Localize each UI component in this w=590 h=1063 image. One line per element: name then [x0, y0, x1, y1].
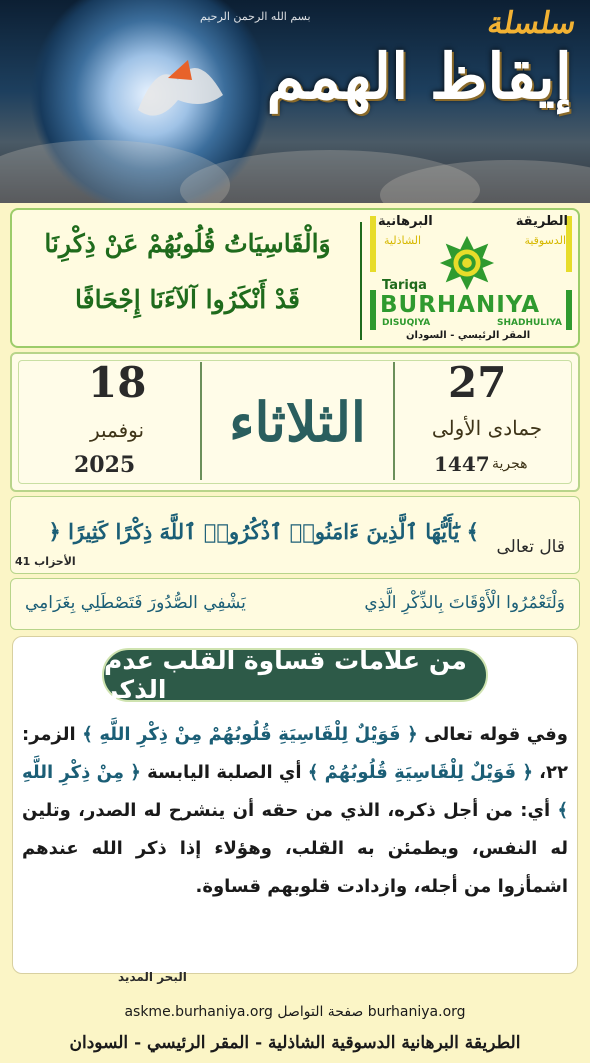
hijri-day: 27 — [448, 358, 507, 407]
gregorian-day: 18 — [88, 358, 147, 407]
logo-burhaniya-ar: البرهانية — [378, 214, 433, 229]
top-verse-line1: وَالْقَاسِيَاتُ قُلُوبُهُمْ عَنْ ذِكْرِنَا — [44, 229, 331, 258]
article-text: الزمر: ٢٢، — [22, 724, 568, 783]
divider — [360, 222, 362, 340]
page-title: إيقاظ الهمم — [266, 40, 572, 113]
article-text: أي: من أجل ذكره، الذي من حقه أن ينشرح له الصدر، وتلين له النفس، ويطمئن به القلب، وهؤلاء إذا ذكر الله عندهم اشمأزوا من أجله، وازدادت قلوبهم قساوة. — [22, 800, 568, 897]
logo-burhaniya-en: BURHANIYA — [380, 292, 541, 318]
logo-shadhuliya-en: SHADHULIYA — [497, 318, 562, 328]
octagram-emblem-icon — [438, 234, 496, 292]
article-body — [22, 716, 568, 906]
footer-contact: askme.burhaniya.org صفحة التواصل burhaniya.org — [124, 1004, 466, 1020]
logo-bar — [370, 290, 376, 330]
hijri-year: 1447 — [434, 452, 490, 476]
series-label: سلسلة — [485, 6, 580, 41]
logo-disuqiya-en: DISUQIYA — [382, 318, 431, 328]
poem-hemistich-1: وَلْتَعْمُرُوا الْأَوْقَاتَ بِالذِّكْرِ الَّذِي — [364, 593, 565, 613]
top-verse — [20, 216, 355, 340]
hijri-month: جمادى الأولى — [431, 416, 543, 440]
gregorian-month: نوفمبر — [89, 418, 145, 442]
article-text: أي الصلبة اليابسة — [140, 762, 308, 783]
verse-box — [10, 496, 580, 574]
logo-tariqa-en: Tariqa — [382, 278, 427, 293]
article-source: البحر المديد — [118, 970, 187, 984]
verse-intro: قال تعالى — [496, 537, 565, 557]
footer-org: الطريقة البرهانية الدسوقية الشاذلية - المقر الرئيسي - السودان — [69, 1032, 521, 1053]
logo-tariqa-ar: الطريقة — [515, 214, 568, 229]
logo-bar — [566, 290, 572, 330]
top-verse-line2: قَدْ أَنْكَرُوا آلآءَنَا إِجْحَافًا — [75, 285, 300, 314]
hijri-suffix: هجرية — [492, 456, 528, 472]
quran-quote: ﴿ مِنْ ذِكْرِ اللَّهِ ﴾ — [22, 762, 568, 821]
article-text: وفي قوله تعالى — [417, 724, 568, 745]
moon-figure-icon — [118, 40, 238, 140]
weekday: الثلاثاء — [229, 390, 366, 454]
basmala: بسم الله الرحمن الرحيم — [200, 10, 311, 23]
verse-ayah: ﴿ يَٰٓأَيُّهَا ٱلَّذِينَ ءَامَنُوا۟ ٱذْكُرُوا۟ ٱللَّهَ ذِكْرًا كَثِيرًا ﴾ — [48, 519, 479, 544]
gregorian-year: 2025 — [74, 452, 136, 478]
logo-hq: المقر الرئيسي - السودان — [406, 330, 531, 341]
header-banner — [0, 0, 590, 203]
burhaniya-logo — [366, 212, 576, 346]
quran-quote: ﴿ فَوَيْلٌ لِلْقَاسِيَةِ قُلُوبُهُمْ ﴾ — [307, 762, 533, 783]
poem-box — [10, 578, 580, 630]
logo-dusuqiya-ar: الدسوقية — [524, 234, 566, 247]
logo-bar — [370, 216, 376, 272]
verse-reference: 41 الأحزاب — [15, 555, 76, 568]
article-title: من علامات قساوة القلب عدم الذكر — [102, 648, 488, 702]
logo-shadhuliya-ar: الشاذلية — [384, 234, 422, 247]
quran-quote: ﴿ فَوَيْلٌ لِلْقَاسِيَةِ قُلُوبُهُمْ مِنْ ذِكْرِ اللَّهِ ﴾ — [82, 724, 418, 745]
article-paragraph — [22, 716, 568, 906]
poem-hemistich-2: يَشْفِي الصُّدُورَ فَتَصْطَلِي بِغَرَامِي — [25, 593, 246, 613]
